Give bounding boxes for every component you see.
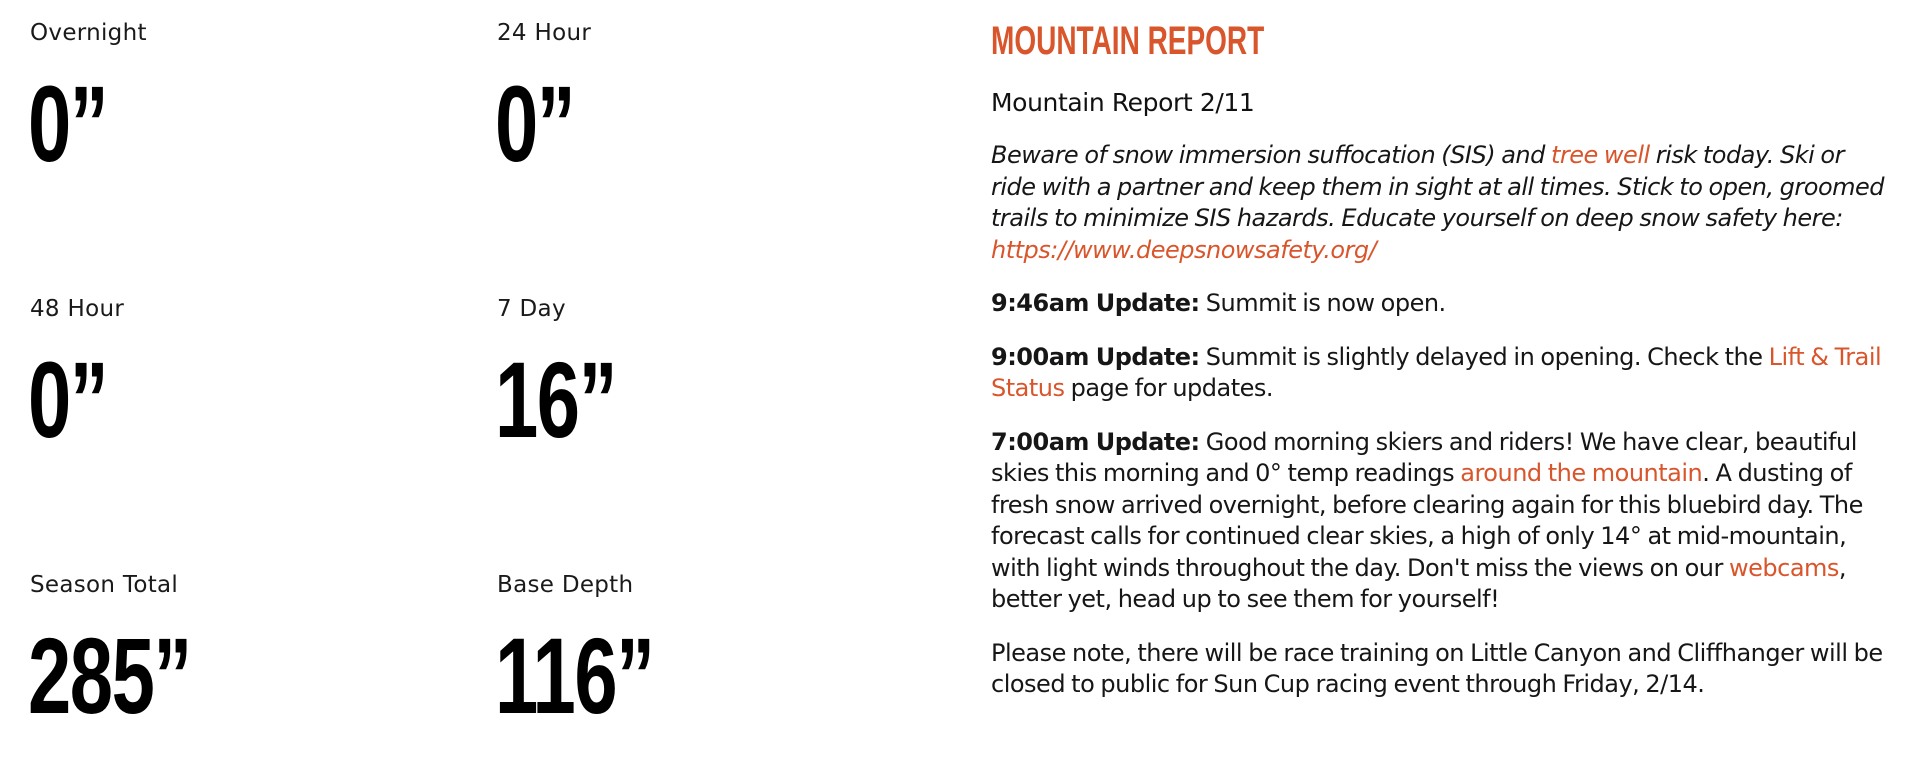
warning-text: Beware of snow immersion suffocation (SIS) and xyxy=(991,141,1551,169)
update-text: Good morning skiers and riders! We have clear, beautiful skies this morning and 0° temp readings xyxy=(991,427,1857,487)
lift-trail-status-link[interactable]: Lift & Trail Status xyxy=(991,342,1882,402)
stat-7-day xyxy=(495,296,937,460)
race-training-note: Please note, there will be race training on Little Canyon and Cliffhanger will be closed to public for Sun Cup racing event through Friday, 2/14. xyxy=(991,638,1883,698)
tree-well-link[interactable]: tree well xyxy=(1550,141,1650,169)
stat-value: 116” xyxy=(495,615,654,736)
update-time: 9:46am Update: xyxy=(991,289,1200,317)
stat-season-total xyxy=(28,572,470,736)
webcams-link[interactable]: webcams xyxy=(1729,553,1839,582)
update-text: . A dusting of fresh snow arrived overnight, before clearing again for this bluebird day. The forecast calls for continued clear skies, a high of only 14° at mid-mountain, with light winds throughout the day. Don't miss the views on our xyxy=(991,459,1863,582)
stat-48-hour xyxy=(28,296,470,460)
stat-label: 7 Day xyxy=(497,296,566,322)
report-title: MOUNTAIN REPORT xyxy=(991,19,1265,63)
mountain-report xyxy=(991,18,1891,701)
stat-label: 24 Hour xyxy=(497,20,592,46)
stat-value: 285” xyxy=(28,615,191,736)
update-text: , better yet, head up to see them for yourself! xyxy=(991,553,1847,613)
stat-value: 16” xyxy=(495,339,617,460)
stat-label: 48 Hour xyxy=(30,296,125,322)
update-700am xyxy=(991,427,1891,616)
update-text: page for updates. xyxy=(1064,374,1274,402)
stat-label: Overnight xyxy=(30,20,147,46)
update-text: Summit is now open. xyxy=(1199,289,1446,317)
around-the-mountain-link[interactable]: around the mountain xyxy=(1460,459,1703,487)
update-text: Summit is slightly delayed in opening. Check the xyxy=(1199,342,1769,371)
stat-overnight xyxy=(28,20,470,184)
update-time: 7:00am Update: xyxy=(991,427,1200,456)
stat-base-depth xyxy=(495,572,937,736)
update-time: 9:00am Update: xyxy=(991,342,1200,371)
stat-value: 0” xyxy=(495,63,575,184)
stat-value: 0” xyxy=(28,63,108,184)
safety-warning xyxy=(991,140,1891,266)
stat-label: Base Depth xyxy=(497,572,634,598)
warning-text: risk today. Ski or ride with a partner and keep them in sight at all times. Stick to open, groomed trails to minimize SIS hazards. Educate yourself on deep snow safety here: xyxy=(991,141,1885,232)
stat-value: 0” xyxy=(28,339,108,460)
update-946am xyxy=(991,288,1891,320)
stat-24-hour xyxy=(495,20,937,184)
deep-snow-safety-link[interactable]: https://www.deepsnowsafety.org/ xyxy=(991,235,1377,264)
report-subtitle: Mountain Report 2/11 xyxy=(991,88,1255,117)
update-900am xyxy=(991,342,1891,405)
stat-label: Season Total xyxy=(30,572,179,598)
